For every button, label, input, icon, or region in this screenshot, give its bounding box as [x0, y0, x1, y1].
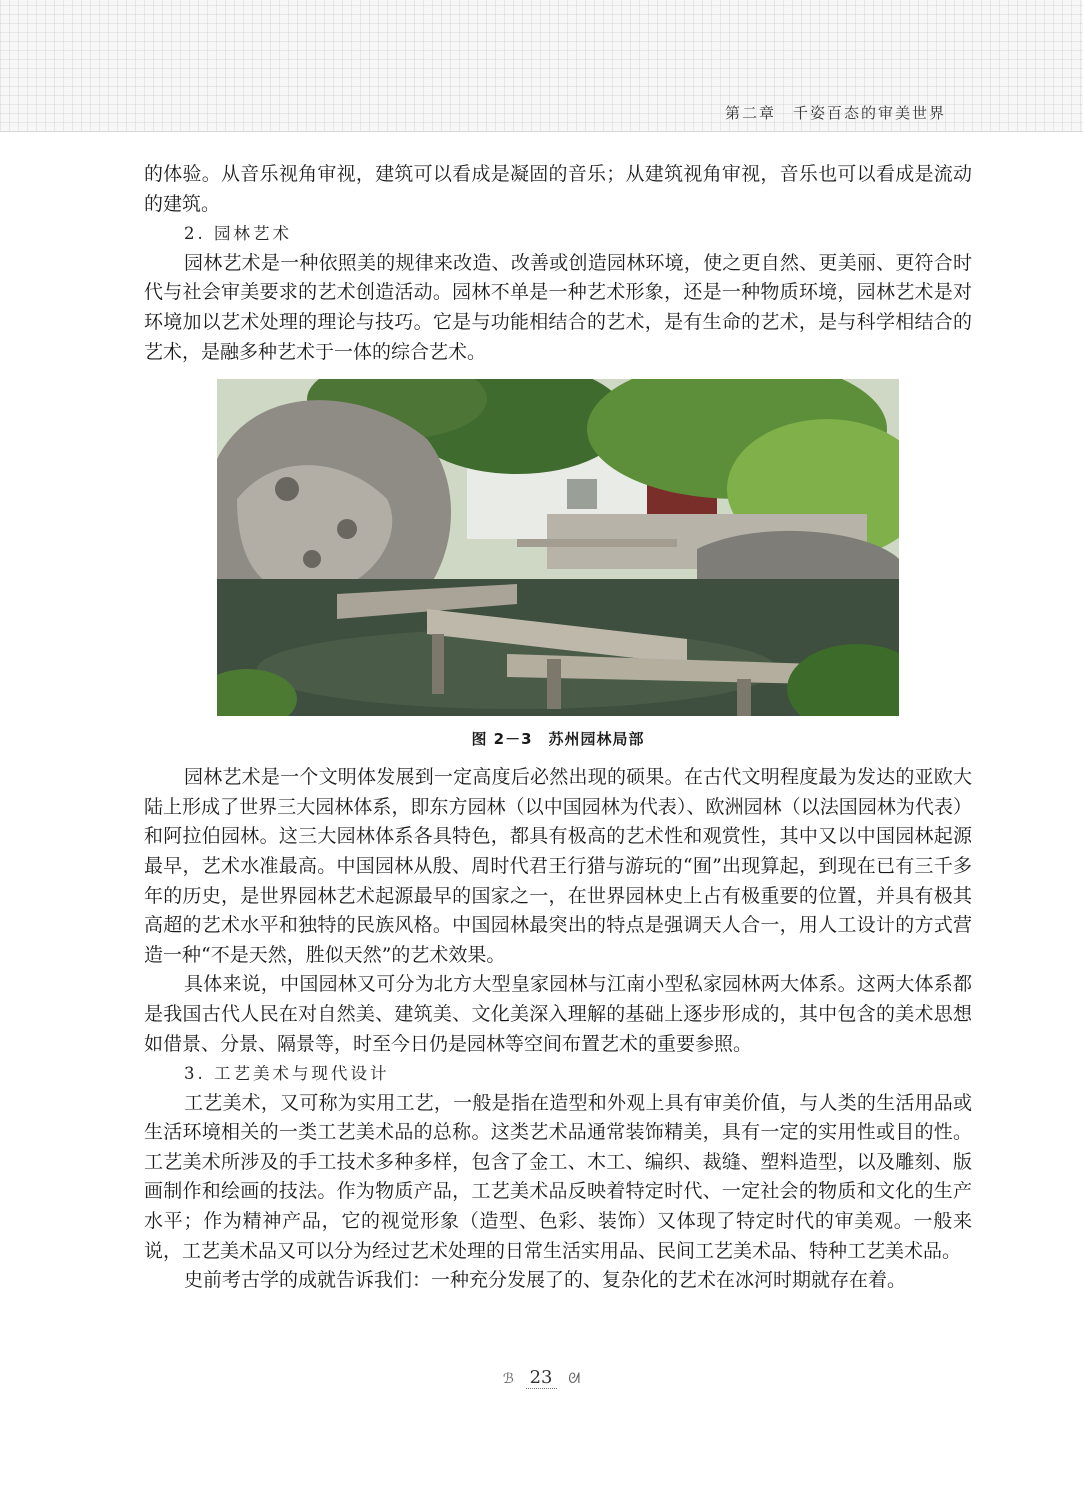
text-after-figure — [144, 763, 972, 1296]
running-head: 第二章 千姿百态的审美世界 — [724, 104, 946, 122]
paragraph-prehistoric: 史前考古学的成就告诉我们：一种充分发展了的、复杂化的艺术在冰河时期就存在着。 — [184, 1269, 907, 1292]
page-number: 23 — [526, 1367, 557, 1389]
page-number-footer — [0, 1367, 1083, 1388]
paragraph-continuation: 的体验。从音乐视角审视，建筑可以看成是凝固的音乐；从建筑视角审视，音乐也可以看成是流动的建筑。 — [144, 163, 972, 215]
paragraph-garden-systems: 园林艺术是一个文明体发展到一定高度后必然出现的硕果。在古代文明程度最为发达的亚欧大陆上形成了世界三大园林体系，即东方园林（以中国园林为代表）、欧洲园林（以法国园林为代表）和阿拉伯园林。这三大园林体系各具特色，都具有极高的艺术性和观赏性，其中又以中国园林起源最早，艺术水准最高。中国园林从殷、周时代君王行猎与游玩的“囿”出现算起，到现在已有三千多年的历史，是世界园林艺术起源最早的国家之一，在世界园林史上占有极重要的位置，并具有极其高超的艺术水平和独特的民族风格。中国园林最突出的特点是强调天人合一，用人工设计的方式营造一种“不是天然，胜似天然”的艺术效果。 — [144, 766, 972, 966]
suzhou-garden-photo — [217, 379, 899, 716]
section-heading-craft-design: 3. 工艺美术与现代设计 — [184, 1064, 390, 1084]
paragraph-craft-art: 工艺美术，又可称为实用工艺，一般是指在造型和外观上具有审美价值，与人类的生活用品或生活环境相关的一类工艺美术品的总称。这类艺术品通常装饰精美，具有一定的实用性或目的性。工艺美术所涉及的手工技术多种多样，包含了金工、木工、编织、裁缝、塑料造型，以及雕刻、版画制作和绘画的技法。作为物质产品，工艺美术品反映着特定时代、一定社会的物质和文化的生产水平；作为精神产品，它的视觉形象（造型、色彩、装饰）又体现了特定时代的审美观。一般来说，工艺美术品又可以分为经过艺术处理的日常生活实用品、民间工艺美术品、特种工艺美术品。 — [144, 1091, 972, 1262]
page-content — [144, 160, 972, 1296]
ornament-left-icon: ℬ — [502, 1371, 514, 1387]
garden-illustration — [217, 379, 899, 716]
paragraph-garden-art: 园林艺术是一种依照美的规律来改造、改善或创造园林环境，使之更自然、更美丽、更符合时代与社会审美要求的艺术创造活动。园林不单是一种艺术形象，还是一种物质环境，园林艺术是对环境加以艺术处理的理论与技巧。它是与功能相结合的艺术，是有生命的艺术，是与科学相结合的艺术，是融多种艺术于一体的综合艺术。 — [144, 251, 972, 363]
figure-caption: 图 2－3 苏州园林局部 — [471, 730, 645, 749]
figure-suzhou-garden — [144, 379, 972, 751]
section-heading-garden-art: 2. 园林艺术 — [184, 224, 292, 244]
paragraph-chinese-garden-types: 具体来说，中国园林又可分为北方大型皇家园林与江南小型私家园林两大体系。这两大体系都是我国古代人民在对自然美、建筑美、文化美深入理解的基础上逐步形成的，其中包含的美术思想如借景、分景、隔景等，时至今日仍是园林等空间布置艺术的重要参照。 — [144, 973, 972, 1055]
ornament-right-icon: ᘛ — [568, 1371, 581, 1387]
